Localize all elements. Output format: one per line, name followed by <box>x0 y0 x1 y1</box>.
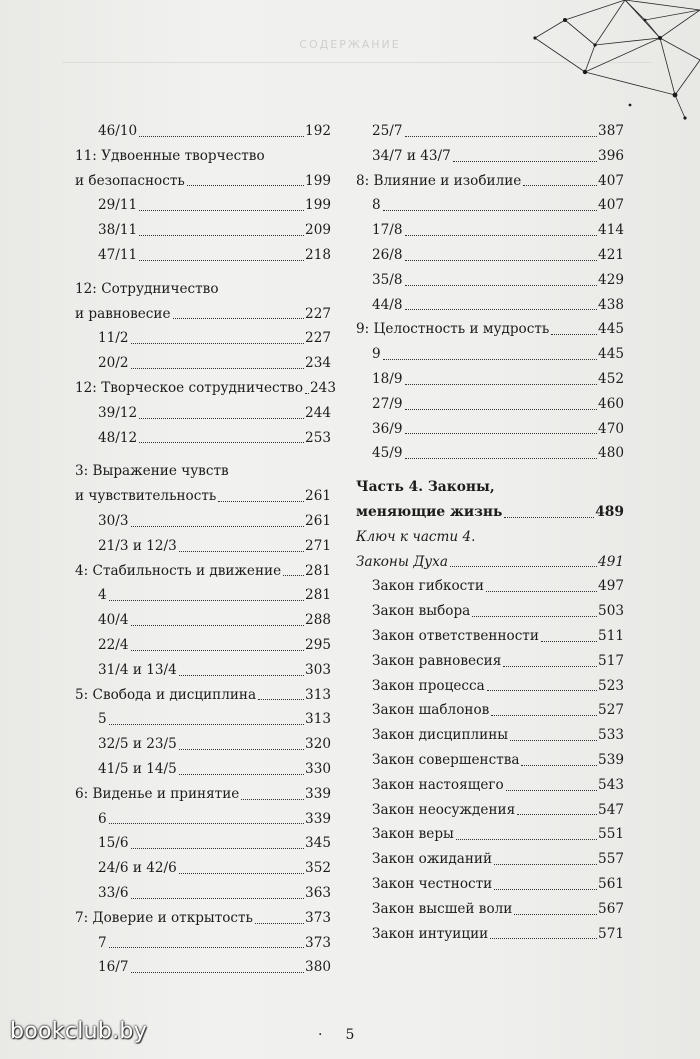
toc-entry <box>75 931 331 956</box>
toc-entry <box>75 881 331 906</box>
dot-leader <box>494 864 597 865</box>
dot-leader <box>131 368 305 369</box>
toc-right-column <box>356 119 624 946</box>
toc-entry-page: 421 <box>598 246 624 263</box>
toc-entry-page: 489 <box>595 503 624 520</box>
toc-entry <box>75 782 331 807</box>
dot-leader <box>510 740 597 741</box>
toc-entry <box>356 342 624 367</box>
toc-entry-page: 407 <box>598 197 624 214</box>
toc-entry-title: 29/11 <box>98 197 138 214</box>
toc-entry <box>356 698 624 723</box>
dot-leader <box>139 235 304 236</box>
toc-entry <box>356 872 624 897</box>
toc-entry-title: 24/6 и 42/6 <box>98 860 177 877</box>
toc-entry-page: 547 <box>598 801 624 818</box>
toc-entry <box>356 897 624 922</box>
toc-entry-title: 38/11 <box>98 222 138 239</box>
dot-leader <box>131 343 305 344</box>
toc-entry-title: 20/2 <box>98 355 129 372</box>
toc-entry-title: Закон честности <box>372 875 493 892</box>
toc-entry-page: 396 <box>598 147 624 164</box>
toc-entry-page: 387 <box>598 123 624 139</box>
toc-entry-page: 288 <box>305 612 331 629</box>
toc-entry-page: 192 <box>305 123 331 139</box>
toc-entry <box>75 707 331 732</box>
toc-left-column <box>75 119 336 980</box>
toc-entry-title: 48/12 <box>98 429 138 446</box>
toc-entry-title: 6: Виденье и принятие <box>75 785 240 802</box>
toc-entry-page: 373 <box>305 934 331 951</box>
toc-entry-title: 15/6 <box>98 835 129 852</box>
dot-leader <box>139 442 304 443</box>
toc-entry <box>75 831 331 856</box>
toc-entry-title: 40/4 <box>98 612 129 629</box>
toc-entry-page: 261 <box>305 488 331 505</box>
toc-entry-page: 313 <box>305 686 331 703</box>
toc-entry-title: 3: Выражение чувств <box>75 463 229 480</box>
toc-entry <box>356 723 624 748</box>
toc-entry <box>356 822 624 847</box>
toc-entry <box>356 193 624 218</box>
toc-entry <box>356 475 624 500</box>
toc-entry-title: 8 <box>372 197 381 214</box>
toc-entry <box>75 757 331 782</box>
toc-entry-page: 480 <box>598 445 624 462</box>
dot-leader <box>139 418 304 419</box>
toc-entry-page: 243 <box>310 379 336 396</box>
toc-entry <box>75 807 331 832</box>
toc-entry-page: 380 <box>305 959 331 976</box>
toc-entry-title: 11/2 <box>98 330 129 347</box>
toc-entry <box>356 922 624 947</box>
toc-entry-page: 261 <box>305 512 331 529</box>
toc-entry <box>75 484 331 509</box>
toc-entry-title: 26/8 <box>372 246 403 263</box>
toc-entry <box>356 674 624 699</box>
dot-leader <box>218 501 304 502</box>
dot-leader <box>405 285 598 286</box>
toc-entry <box>356 392 624 417</box>
geometric-ornament <box>525 0 700 120</box>
toc-entry-title: 5 <box>98 711 107 728</box>
toc-entry-title: 25/7 <box>372 123 403 139</box>
toc-entry-title: 9: Целостность и мудрость <box>356 321 550 338</box>
dot-leader <box>179 749 304 750</box>
toc-entry <box>356 119 624 144</box>
toc-entry-page: 303 <box>305 661 331 678</box>
toc-entry-title: Закон неосуждения <box>372 801 516 818</box>
toc-entry <box>356 624 624 649</box>
toc-entry-title: 6 <box>98 810 107 827</box>
toc-entry <box>75 277 331 302</box>
toc-entry-title: 12: Творческое сотрудничество <box>75 379 304 396</box>
toc-entry-title: 22/4 <box>98 636 129 653</box>
toc-entry-page: 339 <box>305 810 331 827</box>
toc-entry-page: 517 <box>598 652 624 669</box>
dot-leader <box>405 260 598 261</box>
toc-entry-page: 527 <box>598 702 624 719</box>
toc-entry-title: Часть 4. Законы, <box>356 479 495 496</box>
toc-entry-title: 44/8 <box>372 296 403 313</box>
dot-leader <box>490 938 597 939</box>
toc-entry-page: 373 <box>305 909 331 926</box>
toc-entry-title: 7 <box>98 934 107 951</box>
dot-leader <box>487 690 597 691</box>
toc-entry-title: 16/7 <box>98 959 129 976</box>
dot-leader <box>109 947 304 948</box>
toc-entry-title: 39/12 <box>98 404 138 421</box>
toc-entry-page: 295 <box>305 636 331 653</box>
toc-entry-title: Закон равновесия <box>372 652 502 669</box>
toc-entry-page: 281 <box>305 587 331 604</box>
toc-entry-title: Закон шаблонов <box>372 702 490 719</box>
toc-entry-page: 199 <box>305 197 331 214</box>
toc-entry-title: Закон веры <box>372 826 454 843</box>
toc-entry-title: 27/9 <box>372 395 403 412</box>
toc-entry <box>75 856 331 881</box>
toc-entry-title: 7: Доверие и открытость <box>75 909 253 926</box>
dot-leader <box>405 235 598 236</box>
toc-entry-page: 339 <box>305 785 331 802</box>
toc-entry-title: меняющие жизнь <box>356 503 503 520</box>
dot-leader <box>131 848 305 849</box>
toc-entry-title: Закон высшей воли <box>372 900 513 917</box>
toc-entry-page: 209 <box>305 222 331 239</box>
dot-leader <box>173 318 305 319</box>
dot-leader <box>131 526 305 527</box>
toc-entry <box>75 193 331 218</box>
toc-entry-page: 445 <box>598 321 624 338</box>
dot-leader <box>503 666 597 667</box>
toc-entry-page: 543 <box>598 776 624 793</box>
dot-leader <box>453 161 597 162</box>
toc-entry <box>75 218 331 243</box>
toc-entry-title: Закон выбора <box>372 603 471 620</box>
toc-entry-title: Законы Духа <box>356 553 448 570</box>
dot-leader <box>405 409 598 410</box>
toc-entry-page: 352 <box>305 860 331 877</box>
toc-entry <box>75 401 331 426</box>
toc-entry <box>75 509 331 534</box>
dot-leader <box>258 699 304 700</box>
toc-entry-page: 551 <box>598 826 624 843</box>
toc-entry-title: 33/6 <box>98 884 129 901</box>
toc-entry-title: 9 <box>372 346 381 363</box>
toc-entry-page: 571 <box>598 925 624 942</box>
toc-entry-title: Закон интуиции <box>372 925 489 942</box>
dot-leader <box>139 210 304 211</box>
toc-entry <box>356 268 624 293</box>
dot-leader <box>504 517 594 518</box>
toc-entry-page: 470 <box>598 420 624 437</box>
toc-entry <box>356 367 624 392</box>
dot-leader <box>241 799 304 800</box>
toc-entry-page: 567 <box>598 900 624 917</box>
toc-entry <box>75 583 331 608</box>
toc-entry <box>75 608 331 633</box>
dot-leader <box>179 873 304 874</box>
toc-entry-page: 320 <box>305 736 331 753</box>
toc-entry <box>356 525 624 550</box>
toc-entry <box>356 169 624 194</box>
toc-entry-title: Закон процесса <box>372 677 485 694</box>
toc-entry <box>75 426 331 451</box>
dot-leader <box>541 641 597 642</box>
toc-entry-page: 460 <box>598 395 624 412</box>
dot-leader <box>131 650 305 651</box>
toc-entry-page: 561 <box>598 875 624 892</box>
dot-leader <box>405 136 598 137</box>
toc-entry <box>75 459 331 484</box>
toc-entry-title: 12: Сотрудничество <box>75 280 219 297</box>
toc-entry-title: и равновесие <box>75 305 171 322</box>
dot-leader <box>494 889 597 890</box>
toc-entry-title: 30/3 <box>98 512 129 529</box>
toc-entry-page: 407 <box>598 172 624 189</box>
toc-entry-page: 445 <box>598 346 624 363</box>
dot-leader <box>131 898 305 899</box>
dot-leader <box>383 359 597 360</box>
toc-entry-title: 18/9 <box>372 370 403 387</box>
toc-entry-title: 36/9 <box>372 420 403 437</box>
dot-leader <box>405 384 598 385</box>
page-number: 5 <box>345 1027 355 1043</box>
dot-leader <box>521 765 597 766</box>
toc-entry-page: 253 <box>305 429 331 446</box>
toc-entry-title: 31/4 и 13/4 <box>98 661 177 678</box>
dot-leader <box>405 458 598 459</box>
toc-entry-title: 21/3 и 12/3 <box>98 537 177 554</box>
dot-leader <box>517 814 597 815</box>
toc-entry <box>75 534 331 559</box>
toc-entry <box>75 243 331 268</box>
dot-leader <box>456 839 597 840</box>
toc-entry <box>75 144 331 169</box>
dot-leader <box>506 790 597 791</box>
toc-entry <box>356 798 624 823</box>
toc-entry-page: 491 <box>598 553 624 570</box>
dot-leader <box>255 923 304 924</box>
dot-leader <box>109 600 304 601</box>
dot-leader <box>179 551 304 552</box>
toc-entry <box>75 906 331 931</box>
toc-entry <box>356 773 624 798</box>
toc-entry-title: 4: Стабильность и движение <box>75 562 282 579</box>
toc-entry-title: Ключ к части 4. <box>356 528 476 545</box>
toc-entry <box>75 955 331 980</box>
toc-entry-title: 46/10 <box>98 123 138 139</box>
toc-entry-page: 429 <box>598 271 624 288</box>
toc-entry-title: Закон гибкости <box>372 578 484 595</box>
dot-leader <box>523 185 597 186</box>
dot-leader <box>405 433 598 434</box>
toc-entry-title: 8: Влияние и изобилие <box>356 172 522 189</box>
toc-entry-title: 5: Свобода и дисциплина <box>75 686 257 703</box>
toc-entry <box>356 748 624 773</box>
toc-entry <box>356 649 624 674</box>
dot-leader <box>486 591 597 592</box>
toc-entry-page: 227 <box>305 330 331 347</box>
toc-entry <box>75 559 331 584</box>
toc-entry-page: 533 <box>598 727 624 744</box>
toc-entry-page: 271 <box>305 537 331 554</box>
toc-entry-page: 523 <box>598 677 624 694</box>
toc-entry <box>75 376 336 401</box>
toc-entry-title: Закон ожиданий <box>372 851 493 868</box>
dot-leader <box>450 566 597 567</box>
running-header: СОДЕРЖАНИЕ <box>299 38 401 51</box>
toc-entry-title: 35/8 <box>372 271 403 288</box>
toc-entry-page: 330 <box>305 760 331 777</box>
dot-leader <box>131 972 305 973</box>
dot-leader <box>131 625 305 626</box>
toc-entry <box>356 550 624 575</box>
toc-entry <box>75 119 331 144</box>
toc-entry <box>356 243 624 268</box>
toc-entry-page: 281 <box>305 562 331 579</box>
toc-entry-page: 557 <box>598 851 624 868</box>
toc-entry <box>75 732 331 757</box>
toc-entry-title: Закон дисциплины <box>372 727 509 744</box>
toc-entry-title: 17/8 <box>372 222 403 239</box>
toc-entry-page: 414 <box>598 222 624 239</box>
toc-entry <box>75 683 331 708</box>
watermark: bookclub.by <box>10 1019 148 1044</box>
toc-entry <box>356 500 624 525</box>
toc-entry <box>356 599 624 624</box>
toc-entry <box>356 441 624 466</box>
toc-entry-page: 539 <box>598 751 624 768</box>
toc-entry <box>356 574 624 599</box>
toc-entry-page: 511 <box>598 627 624 644</box>
toc-entry <box>356 218 624 243</box>
dot-leader <box>383 210 597 211</box>
toc-entry-title: Закон настоящего <box>372 776 504 793</box>
toc-entry <box>75 326 331 351</box>
toc-entry-title: 34/7 и 43/7 <box>372 147 451 164</box>
toc-entry-page: 199 <box>305 172 331 189</box>
toc-entry-page: 227 <box>305 305 331 322</box>
toc-entry-page: 234 <box>305 355 331 372</box>
toc-entry <box>75 633 331 658</box>
toc-entry-page: 218 <box>305 246 331 263</box>
toc-entry-title: 4 <box>98 587 107 604</box>
toc-entry-page: 345 <box>305 835 331 852</box>
toc-entry-title: 32/5 и 23/5 <box>98 736 177 753</box>
toc-entry-title: 11: Удвоенные творчество <box>75 147 265 164</box>
toc-entry-page: 497 <box>598 578 624 595</box>
dot-leader <box>179 675 304 676</box>
dot-leader <box>472 616 597 617</box>
page-dot: . <box>318 1023 323 1039</box>
dot-leader <box>139 136 304 137</box>
toc-entry <box>356 293 624 318</box>
dot-leader <box>491 715 597 716</box>
toc-entry-title: 47/11 <box>98 246 138 263</box>
dot-leader <box>283 575 304 576</box>
dot-leader <box>109 724 304 725</box>
toc-entry <box>75 351 331 376</box>
toc-entry-page: 313 <box>305 711 331 728</box>
dot-leader <box>514 914 597 915</box>
dot-leader <box>139 260 304 261</box>
toc-entry-page: 438 <box>598 296 624 313</box>
toc-entry <box>75 658 331 683</box>
toc-entry <box>356 847 624 872</box>
toc-entry-title: 45/9 <box>372 445 403 462</box>
toc-entry-title: и чувствительность <box>75 488 217 505</box>
dot-leader <box>109 823 304 824</box>
toc-entry <box>356 317 624 342</box>
toc-entry-page: 452 <box>598 370 624 387</box>
toc-entry <box>356 144 624 169</box>
toc-entry-page: 503 <box>598 603 624 620</box>
toc-entry-title: и безопасность <box>75 172 185 189</box>
toc-entry-page: 363 <box>305 884 331 901</box>
dot-leader <box>405 309 598 310</box>
toc-entry-title: Закон ответственности <box>372 627 539 644</box>
toc-entry-title: Закон совершенства <box>372 751 520 768</box>
dot-leader <box>187 185 304 186</box>
toc-entry-title: 41/5 и 14/5 <box>98 760 177 777</box>
toc-entry <box>356 417 624 442</box>
dot-leader <box>179 774 304 775</box>
toc-entry <box>75 169 331 194</box>
toc-entry-page: 244 <box>305 404 331 421</box>
toc-entry <box>75 302 331 327</box>
dot-leader <box>551 334 597 335</box>
